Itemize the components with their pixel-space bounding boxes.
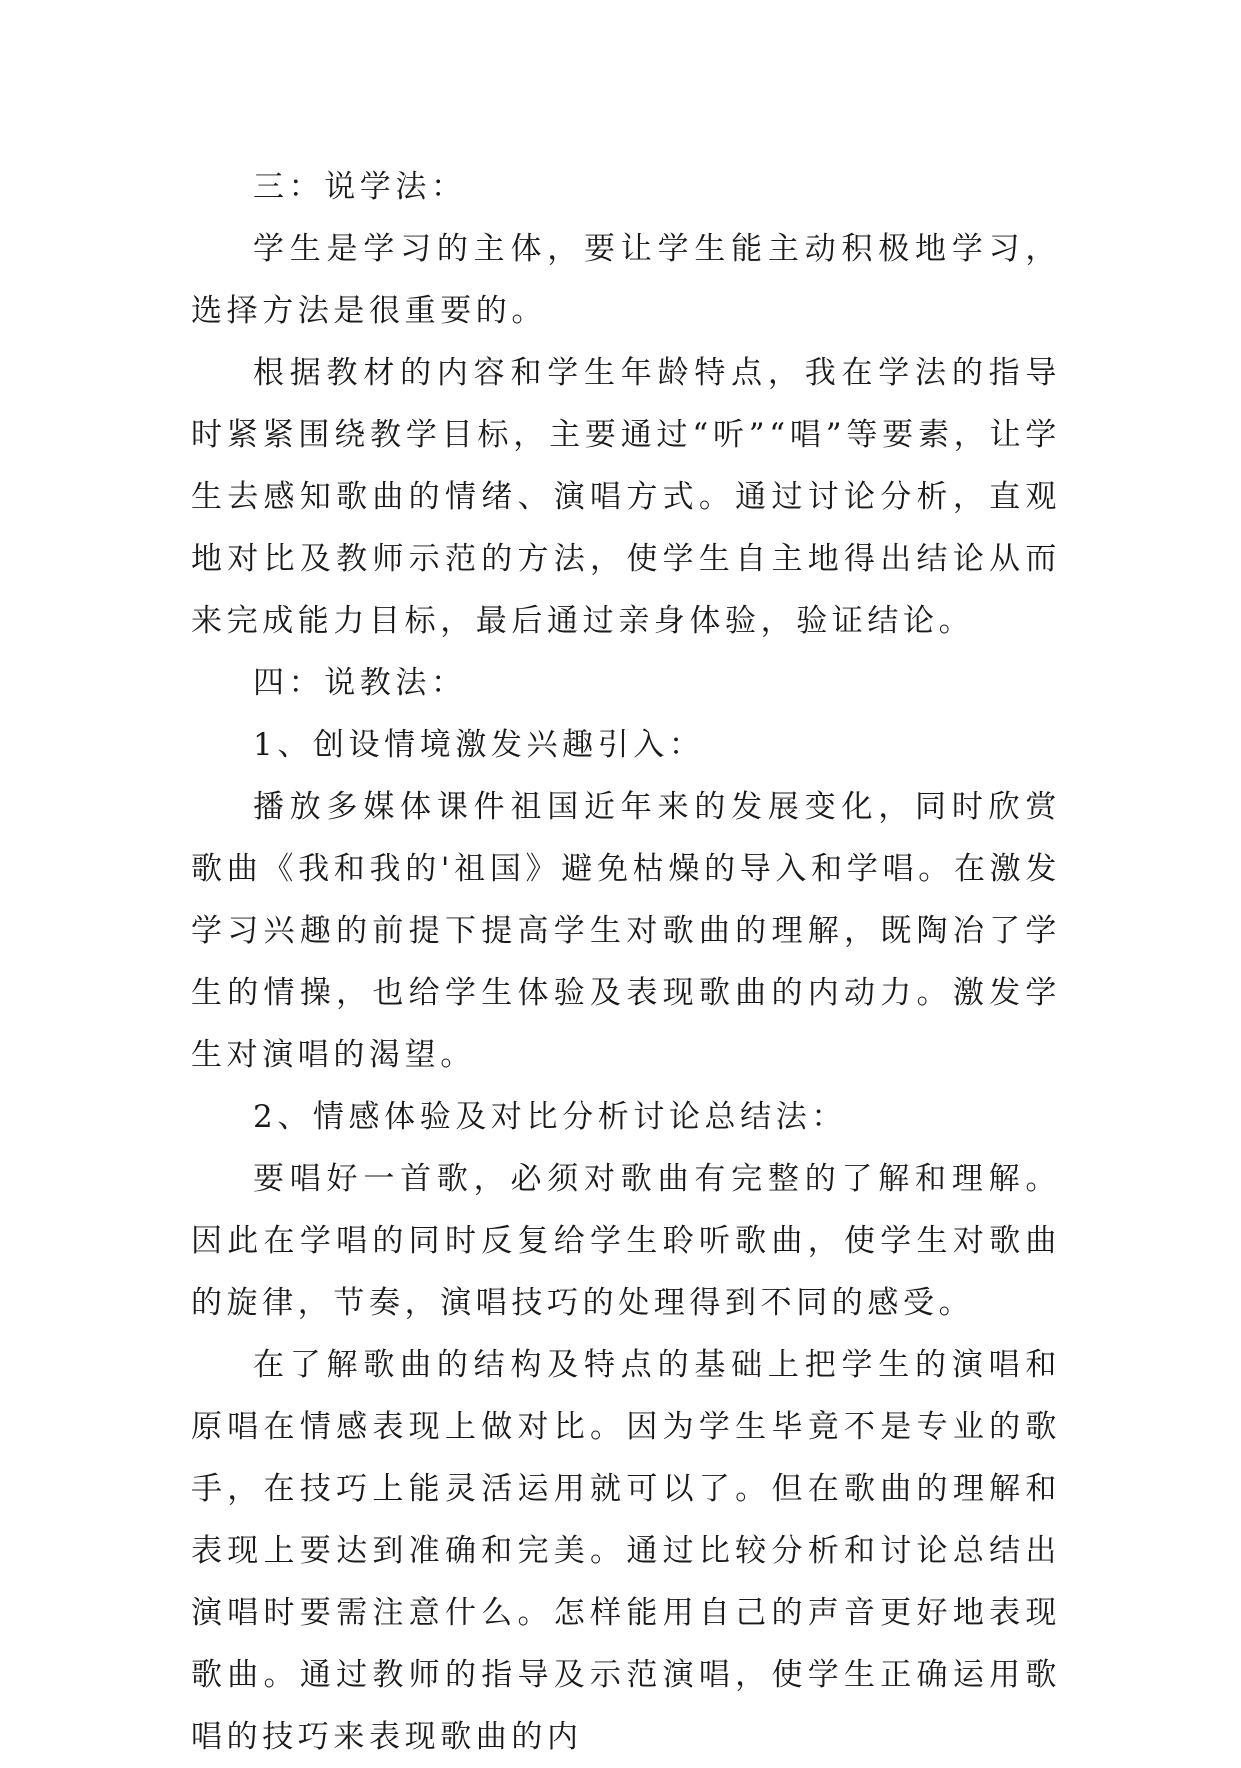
paragraph-multimedia-intro: 播放多媒体课件祖国近年来的发展变化，同时欣赏歌曲《我和我的'祖国》避免枯燥的导入和学唱。在激发学习兴趣的前提下提高学生对歌曲的理解，既陶冶了学生的情操，也给学生体验及表现歌曲的内动力。激发学生对演唱的渴望。 [191, 789, 1061, 1073]
heading-teaching-methods: 四：说教法： [253, 665, 467, 701]
subheading-method-2: 2、情感体验及对比分析讨论总结法： [253, 1099, 847, 1135]
paragraph-comparison-analysis: 在了解歌曲的结构及特点的基础上把学生的演唱和原唱在情感表现上做对比。因为学生毕竟不是专业的歌手，在技巧上能灵活运用就可以了。但在歌曲的理解和表现上要达到准确和完美。通过比较分析和讨论总结出演唱时要需注意什么。怎样能用自己的声音更好地表现歌曲。通过教师的指导及示范演唱，使学生正确运用歌唱的技巧来表现歌曲的内 [191, 1347, 1061, 1755]
paragraph-student-subject: 学生是学习的主体，要让学生能主动积极地学习，选择方法是很重要的。 [191, 231, 1061, 329]
heading-learning-methods: 三：说学法： [253, 169, 467, 205]
subheading-method-1: 1、创设情境激发兴趣引入： [253, 727, 705, 763]
paragraph-song-understanding: 要唱好一首歌，必须对歌曲有完整的了解和理解。因此在学唱的同时反复给学生聆听歌曲，使学生对歌曲的旋律，节奏，演唱技巧的处理得到不同的感受。 [191, 1161, 1061, 1321]
document-body [191, 156, 1061, 1768]
paragraph-learning-guidance: 根据教材的内容和学生年龄特点，我在学法的指导时紧紧围绕教学目标，主要通过“听”“唱”等要素，让学生去感知歌曲的情绪、演唱方式。通过讨论分析，直观地对比及教师示范的方法，使学生自主地得出结论从而来完成能力目标，最后通过亲身体验，验证结论。 [191, 355, 1061, 639]
